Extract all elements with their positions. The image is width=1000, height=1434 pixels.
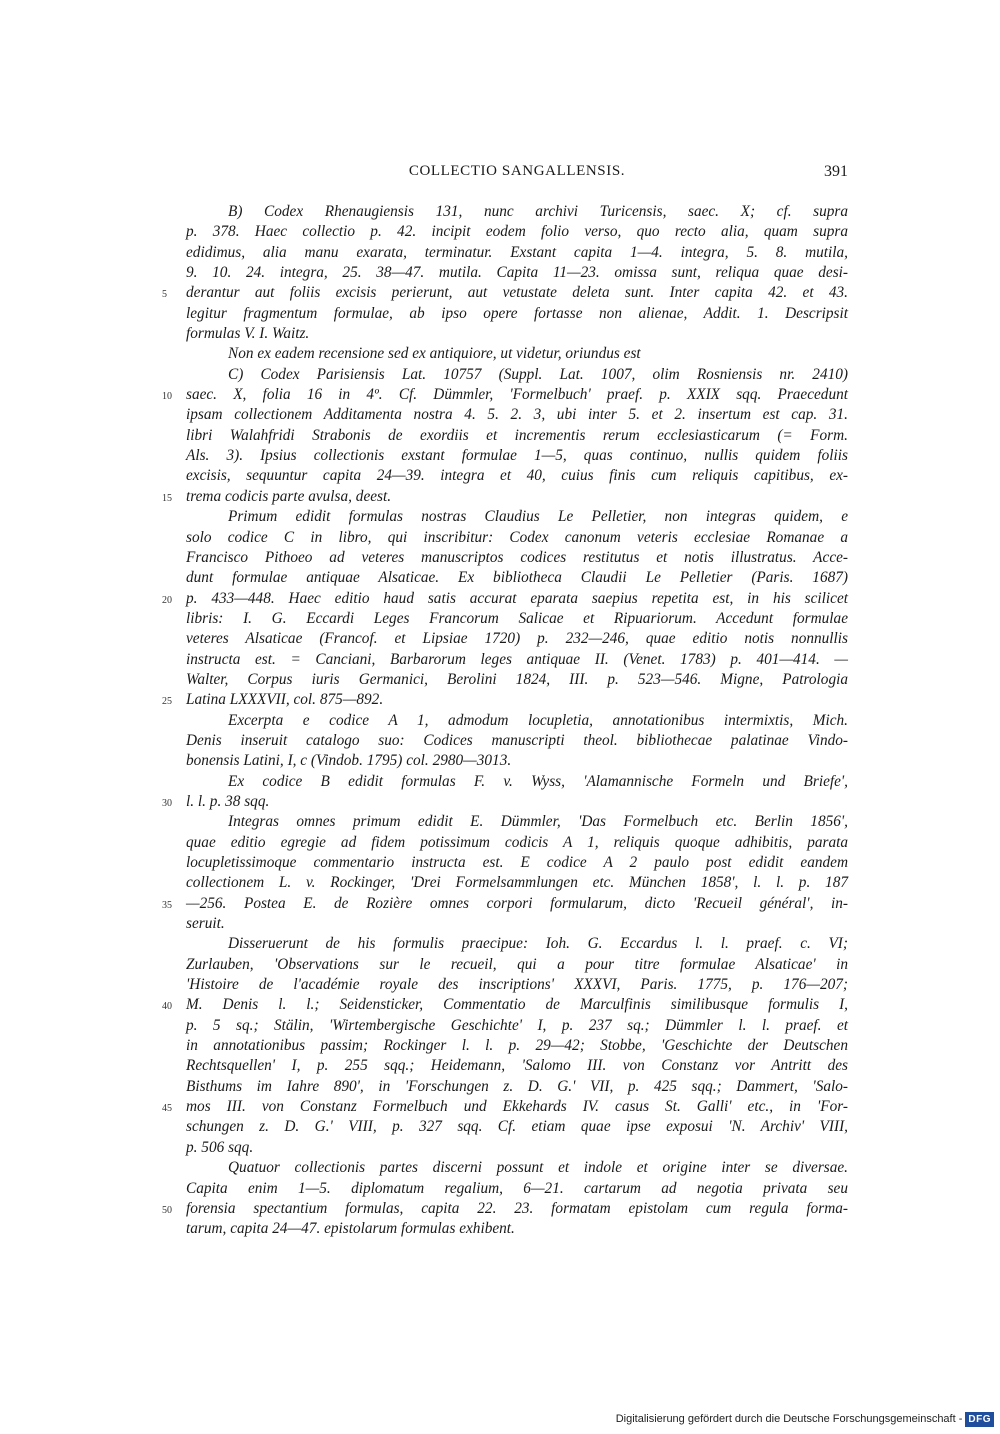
text-line	[162, 690, 848, 710]
text-line	[186, 629, 848, 649]
text-line	[186, 1219, 848, 1239]
line-number: 45	[162, 1103, 172, 1115]
line-text: trema codicis parte avulsa, deest.	[186, 487, 392, 505]
line-text: excisis, sequuntur capita 24—39. integra et 40, cuius finis cum reliquis capitibus, ex-	[186, 467, 848, 485]
line-text: l. l. p. 38 sqq.	[186, 792, 270, 810]
text-line	[186, 853, 848, 873]
text-line	[186, 507, 848, 527]
line-text: Capita enim 1—5. diplomatum regalium, 6—21. cartarum ad negotia privata seu	[186, 1179, 848, 1197]
text-line	[162, 1199, 848, 1219]
text-line	[186, 1179, 848, 1199]
line-text: Non ex eadem recensione sed ex antiquiore, ut videtur, oriundus est	[228, 345, 641, 363]
text-line	[186, 202, 848, 222]
line-text: forensia spectantium formulas, capita 22. 23. formatam epistolam cum regula forma-	[186, 1199, 848, 1217]
text-line	[186, 751, 848, 771]
text-line	[162, 1097, 848, 1117]
text-line	[162, 894, 848, 914]
line-text: Primum edidit formulas nostras Claudius Le Pelletier, non integras quidem, e	[228, 508, 848, 526]
line-number: 15	[162, 492, 172, 504]
line-text: formulas V. I. Waitz.	[186, 325, 310, 343]
text-line	[162, 283, 848, 303]
text-line	[186, 263, 848, 283]
text-line	[186, 426, 848, 446]
line-number: 10	[162, 391, 172, 403]
text-line	[186, 650, 848, 670]
page-header	[186, 163, 848, 185]
text-line	[186, 528, 848, 548]
line-text: edidimus, alia manu exarata, terminatur. Exstant capita 1—4. integra, 5. 8. mutila,	[186, 243, 848, 261]
line-text: legitur fragmentum formulae, ab ipso opere fortasse non alienae, Addit. 1. Descripsit	[186, 304, 848, 322]
line-text: Francisco Pithoeo ad veteres manuscriptos codices restitutus et notis illustratus. Acce-	[186, 548, 848, 566]
line-text: —256. Postea E. de Rozière omnes corpori formularum, dicto 'Recueil général', in-	[186, 894, 848, 912]
line-text: schungen z. D. G.' VIII, p. 327 sqq. Cf. etiam quae ipse exposui 'N. Archiv' VIII,	[186, 1118, 848, 1136]
line-number: 30	[162, 797, 172, 809]
text-line	[186, 975, 848, 995]
line-text: 9. 10. 24. integra, 25. 38—47. mutila. Capita 11—23. omissa sunt, reliqua quae desi-	[186, 264, 848, 282]
line-text: Bisthums im Iahre 890', in 'Forschungen z. D. G.' VII, p. 425 sqq.; Dammert, 'Salo-	[186, 1077, 848, 1095]
line-text: Rechtsquellen' I, p. 255 sqq.; Heidemann, 'Salomo III. von Constanz vor Antritt des	[186, 1057, 848, 1075]
line-text: Excerpta e codice A 1, admodum locupletia, annotationibus intermixtis, Mich.	[228, 711, 848, 729]
text-line	[162, 995, 848, 1015]
line-text: bonensis Latini, I, c (Vindob. 1795) col. 2980—3013.	[186, 752, 512, 770]
text-line	[186, 914, 848, 934]
text-line	[186, 873, 848, 893]
text-line	[186, 466, 848, 486]
line-text: saec. X, folia 16 in 4º. Cf. Dümmler, 'Formelbuch' praef. p. XXIX sqq. Praecedunt	[186, 386, 848, 404]
line-text: libri Walahfridi Strabonis de exordiis et incrementis rerum ecclesiasticarum (= Form.	[186, 426, 848, 444]
text-line	[186, 1036, 848, 1056]
text-line	[186, 670, 848, 690]
line-text: Disseruerunt de his formulis praecipue: Ioh. G. Eccardus l. l. praef. c. VI;	[228, 935, 848, 953]
text-line	[186, 1158, 848, 1178]
line-text: p. 433—448. Haec editio haud satis accurat eparata saepius repetita est, in his scilicet	[186, 589, 848, 607]
line-text: derantur aut foliis excisis perierunt, aut vetustate deleta sunt. Inter capita 42. et 43.	[186, 284, 848, 302]
text-line	[186, 1056, 848, 1076]
text-line	[186, 731, 848, 751]
text-line	[186, 324, 848, 344]
line-text: Latina LXXXVII, col. 875—892.	[186, 691, 384, 709]
text-line	[186, 812, 848, 832]
text-line	[162, 792, 848, 812]
line-text: ipsam collectionem Additamenta nostra 4. 5. 2. 3, ubi inter 5. et 2. insertum est cap. 31.	[186, 406, 848, 424]
line-text: Quatuor collectionis partes discerni possunt et indole et origine inter se diversae.	[228, 1159, 848, 1177]
text-line	[186, 833, 848, 853]
text-line	[186, 365, 848, 385]
text-line	[162, 487, 848, 507]
line-text: instructa est. = Canciani, Barbarorum leges antiquae II. (Venet. 1783) p. 401—414. —	[186, 650, 848, 668]
line-text: Walter, Corpus iuris Germanici, Berolini 1824, III. p. 523—546. Migne, Patrologia	[186, 670, 848, 688]
text-line	[162, 385, 848, 405]
body-text	[162, 202, 848, 1240]
text-line	[186, 304, 848, 324]
line-text: seruit.	[186, 915, 225, 933]
line-text: C) Codex Parisiensis Lat. 10757 (Suppl. Lat. 1007, olim Rosniensis nr. 2410)	[228, 365, 848, 383]
line-text: p. 506 sqq.	[186, 1138, 254, 1156]
digitization-credit	[616, 1410, 994, 1428]
line-text: p. 5 sq.; Stälin, 'Wirtembergische Geschichte' I, p. 237 sq.; Dümmler l. l. praef. et	[186, 1016, 848, 1034]
line-text: Integras omnes primum edidit E. Dümmler, 'Das Formelbuch etc. Berlin 1856',	[228, 813, 848, 831]
line-text: p. 378. Haec collectio p. 42. incipit eodem folio verso, quo recto alia, quam supra	[186, 223, 848, 241]
line-text: Ex codice B edidit formulas F. v. Wyss, 'Alamannische Formeln und Briefe',	[228, 772, 848, 790]
text-line	[186, 548, 848, 568]
line-number: 50	[162, 1204, 172, 1216]
line-text: Denis inseruit catalogo suo: Codices manuscripti theol. bibliothecae palatinae Vindo-	[186, 731, 848, 749]
line-text: libris: I. G. Eccardi Leges Francorum Salicae et Ripuariorum. Accedunt formulae	[186, 609, 848, 627]
text-line	[186, 568, 848, 588]
text-line	[162, 589, 848, 609]
line-number: 20	[162, 594, 172, 606]
text-line	[186, 955, 848, 975]
running-title: COLLECTIO SANGALLENSIS.	[408, 163, 626, 179]
line-text: 'Histoire de l'académie royale des inscriptions' XXXVI, Paris. 1775, p. 176—207;	[186, 976, 848, 994]
text-line	[186, 934, 848, 954]
line-text: in annotationibus passim; Rockinger l. l. p. 29—42; Stobbe, 'Geschichte der Deutschen	[186, 1037, 848, 1055]
text-line	[186, 405, 848, 425]
text-line	[186, 222, 848, 242]
line-text: veteres Alsaticae (Francof. et Lipsiae 1720) p. 232—246, quae editio notis nonnullis	[186, 630, 848, 648]
line-number: 40	[162, 1001, 172, 1013]
line-number: 35	[162, 899, 172, 911]
text-line	[186, 243, 848, 263]
line-text: locupletissimoque commentario instructa est. E codice A 2 paulo post edidit eandem	[186, 854, 848, 871]
text-line	[186, 1016, 848, 1036]
line-text: tarum, capita 24—47. epistolarum formulas exhibent.	[186, 1220, 515, 1238]
line-text: mos III. von Constanz Formelbuch und Ekkehards IV. casus St. Galli' etc., in 'For-	[186, 1098, 848, 1116]
line-number: 25	[162, 696, 172, 708]
line-text: collectionem L. v. Rockinger, 'Drei Formelsammlungen etc. München 1858', l. l. p. 187	[186, 874, 848, 892]
line-text: Als. 3). Ipsius collectionis exstant formulae 1—5, quas continuo, nullis quidem foliis	[186, 447, 848, 465]
text-line	[186, 1077, 848, 1097]
line-text: M. Denis l. l.; Seidensticker, Commentatio de Marculfinis similibusque formulis I,	[186, 996, 848, 1014]
page-number: 391	[824, 163, 848, 180]
dfg-logo: DFG	[965, 1412, 994, 1427]
text-line	[186, 711, 848, 731]
line-text: dunt formulae antiquae Alsaticae. Ex bibliotheca Claudii Le Pelletier (Paris. 1687)	[186, 569, 848, 587]
text-line	[186, 1117, 848, 1137]
footer-credit-text: Digitalisierung gefördert durch die Deutsche Forschungsgemeinschaft -	[615, 1413, 963, 1425]
line-text: Zurlauben, 'Observations sur le recueil, qui a pour titre formulae Alsaticae' in	[186, 955, 848, 973]
line-text: B) Codex Rhenaugiensis 131, nunc archivi Turicensis, saec. X; cf. supra	[228, 203, 848, 220]
line-number: 5	[162, 289, 167, 301]
text-line	[186, 446, 848, 466]
text-line	[186, 1138, 848, 1158]
text-line	[186, 772, 848, 792]
text-line	[186, 344, 848, 364]
text-line	[186, 609, 848, 629]
line-text: quae editio egregie ad fidem potissimum codicis A 1, reliquis quoque adhibitis, parata	[186, 833, 848, 851]
line-text: solo codice C in libro, qui inscribitur: Codex canonum veteris ecclesiae Romanae a	[186, 528, 848, 546]
